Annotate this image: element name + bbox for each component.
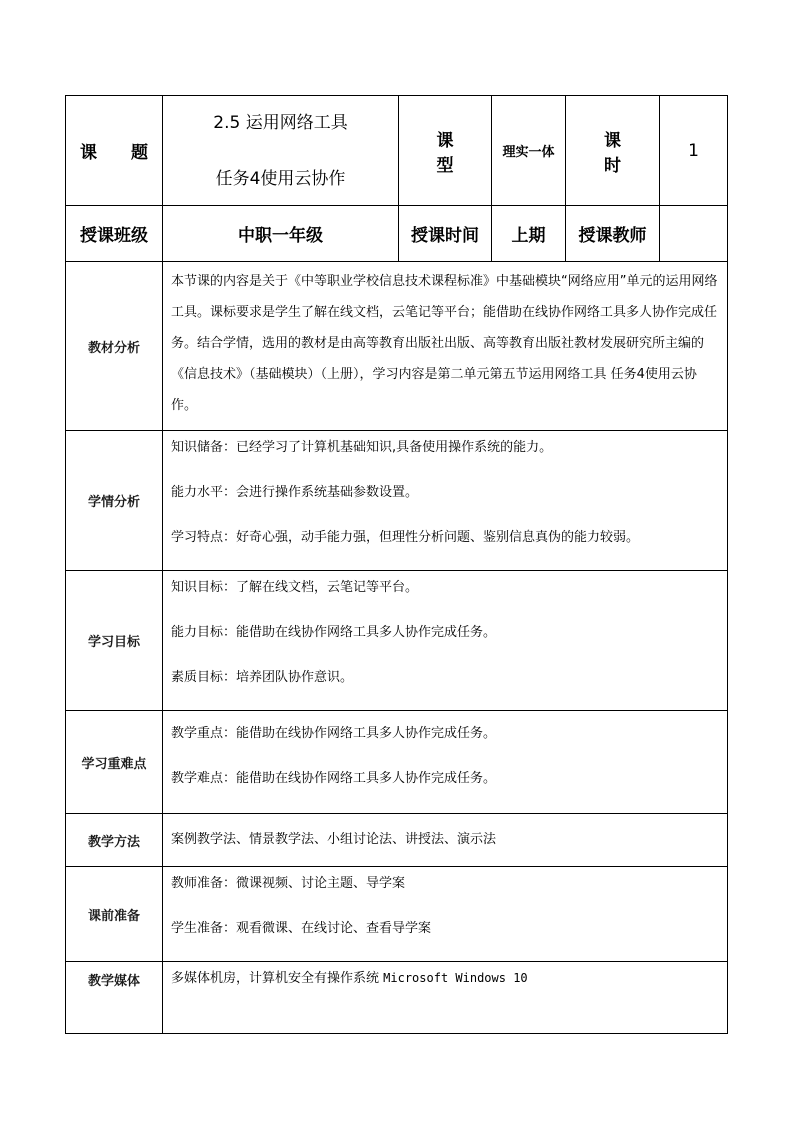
course-title-cell bbox=[163, 96, 399, 206]
course-label: 课 题 bbox=[66, 96, 163, 206]
objectives-content bbox=[163, 571, 728, 711]
key-points-label: 学习重难点 bbox=[66, 711, 163, 814]
course-title-line2: 任务4使用云协作 bbox=[215, 168, 346, 189]
materials-label: 教材分析 bbox=[66, 262, 163, 431]
lesson-plan-table bbox=[65, 95, 728, 1034]
learners-line: 学习特点：好奇心强，动手能力强，但理性分析问题、鉴别信息真伪的能力较弱。 bbox=[171, 530, 640, 545]
row-learners bbox=[66, 431, 728, 571]
methods-label: 教学方法 bbox=[66, 814, 163, 867]
preparation-line: 教师准备：微课视频、讨论主题、导学案 bbox=[171, 876, 406, 891]
type-label: 课 型 bbox=[399, 96, 492, 206]
preparation-line: 学生准备：观看微课、在线讨论、查看导学案 bbox=[171, 921, 432, 936]
objectives-line: 素质目标：培养团队协作意识。 bbox=[171, 670, 354, 685]
time-label: 授课时间 bbox=[399, 206, 492, 262]
objectives-line: 能力目标：能借助在线协作网络工具多人协作完成任务。 bbox=[171, 625, 497, 640]
learners-line: 知识储备：已经学习了计算机基础知识,具备使用操作系统的能力。 bbox=[171, 440, 553, 455]
row-preparation bbox=[66, 867, 728, 962]
class-label: 授课班级 bbox=[66, 206, 163, 262]
time-value: 上期 bbox=[492, 206, 566, 262]
header-row-class bbox=[66, 206, 728, 262]
type-value: 理实一体 bbox=[492, 96, 566, 206]
objectives-label: 学习目标 bbox=[66, 571, 163, 711]
row-key-points bbox=[66, 711, 728, 814]
media-text: 多媒体机房，计算机安全有操作系统 bbox=[171, 971, 380, 986]
media-os: Microsoft Windows 10 bbox=[383, 971, 528, 985]
learners-content bbox=[163, 431, 728, 571]
methods-text: 案例教学法、情景教学法、小组讨论法、讲授法、演示法 bbox=[171, 832, 497, 847]
class-value: 中职一年级 bbox=[163, 206, 399, 262]
teacher-label: 授课教师 bbox=[566, 206, 660, 262]
materials-text: 本节课的内容是关于《中等职业学校信息技术课程标准》中基础模块“网络应用”单元的运用网络工具。课标要求是学生了解在线文档，云笔记等平台；能借助在线协作网络工具多人协作完成任务。结合学情，选用的教材是由高等教育出版社出版、高等教育出版社教材发展研究所主编的《信息技术》（基础模块）（上册），学习内容是第二单元第五节运用网络工具 任务4使用云协作。 bbox=[171, 274, 718, 413]
course-title-line1: 2.5 运用网络工具 bbox=[213, 112, 348, 133]
row-methods bbox=[66, 814, 728, 867]
preparation-label: 课前准备 bbox=[66, 867, 163, 962]
row-media bbox=[66, 962, 728, 1034]
key-points-content bbox=[163, 711, 728, 814]
hours-value: 1 bbox=[660, 96, 728, 206]
learners-label: 学情分析 bbox=[66, 431, 163, 571]
key-points-line: 教学重点：能借助在线协作网络工具多人协作完成任务。 bbox=[171, 726, 497, 741]
teacher-value bbox=[660, 206, 728, 262]
header-row-course bbox=[66, 96, 728, 206]
materials-content bbox=[163, 262, 728, 431]
media-content bbox=[163, 962, 728, 1034]
learners-line: 能力水平：会进行操作系统基础参数设置。 bbox=[171, 485, 419, 500]
methods-content bbox=[163, 814, 728, 867]
objectives-line: 知识目标：了解在线文档，云笔记等平台。 bbox=[171, 580, 419, 595]
media-label: 教学媒体 bbox=[66, 962, 163, 1034]
hours-label: 课 时 bbox=[566, 96, 660, 206]
row-objectives bbox=[66, 571, 728, 711]
preparation-content bbox=[163, 867, 728, 962]
row-materials bbox=[66, 262, 728, 431]
key-points-line: 教学难点：能借助在线协作网络工具多人协作完成任务。 bbox=[171, 771, 497, 786]
